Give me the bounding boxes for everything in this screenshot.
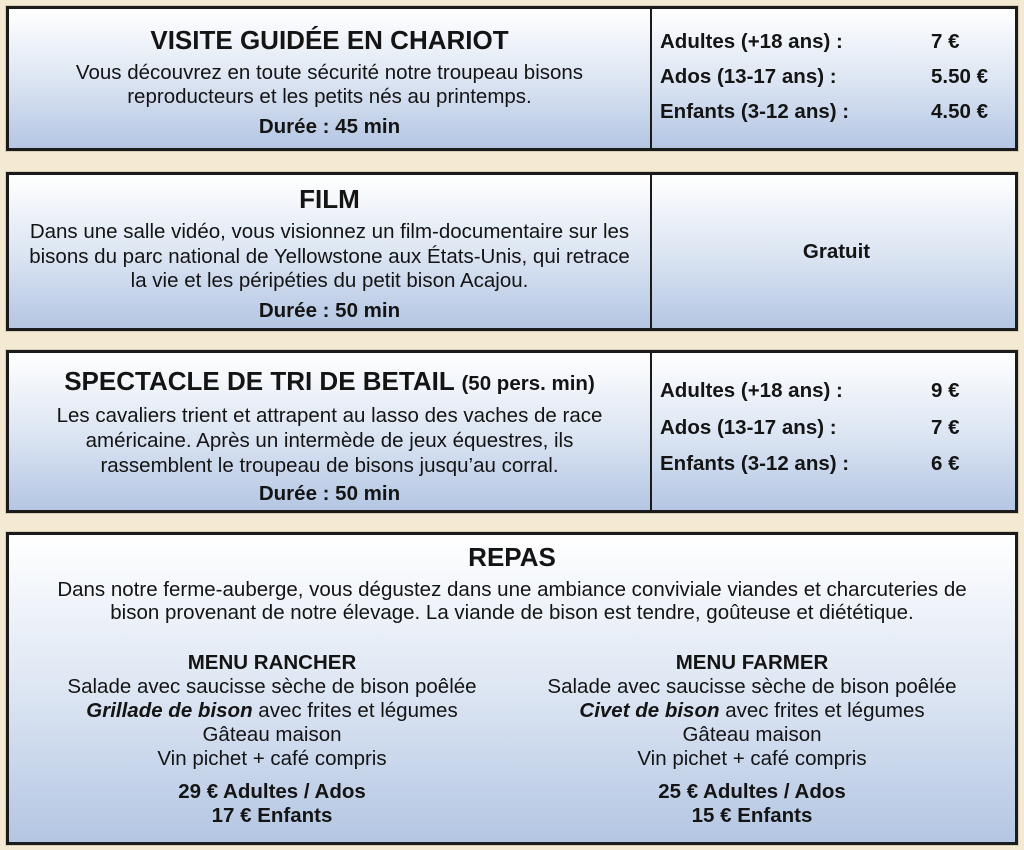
repas-intro-line: Dans notre ferme-auberge, vous dégustez dans une ambiance conviviale viandes et charcuteries de (57, 578, 967, 601)
menus (32, 651, 992, 828)
price-label: Adultes (+18 ans) : (660, 29, 843, 53)
spectacle-prices-cell (652, 353, 1015, 510)
spectacle-section (6, 350, 1018, 513)
visite-section (6, 6, 1018, 151)
menu-main-course (579, 699, 924, 723)
spectacle-description-line: américaine. Après un intermède de jeux équestres, ils (85, 429, 574, 452)
menu-starter: Salade avec saucisse sèche de bison poêlée (67, 675, 477, 698)
menu-price-child: 15 € Enfants (691, 804, 813, 827)
price-value: 5.50 € (931, 64, 988, 88)
visite-description-line: Vous découvrez en toute sécurité notre troupeau bisons (75, 61, 584, 84)
repas-title: REPAS (468, 542, 556, 572)
price-label: Enfants (3-12 ans) : (660, 99, 850, 123)
film-section (6, 172, 1018, 331)
film-description-line: Dans une salle vidéo, vous visionnez un film-documentaire sur les (29, 220, 630, 243)
film-description-cell (9, 175, 652, 328)
visite-description-cell (9, 9, 652, 148)
visite-description-line: reproducteurs et les petits nés au printemps. (127, 85, 532, 108)
menu-farmer (512, 651, 992, 828)
menu-dessert: Gâteau maison (682, 723, 822, 746)
film-duration: Durée : 50 min (258, 298, 401, 322)
price-row-adults (660, 373, 1015, 410)
price-value: 4.50 € (931, 99, 988, 123)
repas-intro (57, 578, 966, 624)
price-value: 7 € (931, 415, 960, 439)
spectacle-title-note: (50 pers. min) (461, 372, 595, 395)
visite-duration: Durée : 45 min (258, 115, 401, 138)
menu-dessert: Gâteau maison (202, 723, 342, 746)
menu-main-rest: avec frites et légumes (258, 699, 458, 722)
menu-rancher (32, 651, 512, 828)
menu-price-adult: 29 € Adultes / Ados (178, 780, 366, 803)
price-row-teens (660, 410, 1015, 447)
menu-drinks: Vin pichet + café compris (637, 747, 867, 770)
film-description-line: la vie et les péripéties du petit bison Acajou. (130, 269, 529, 292)
menu-main-course (86, 699, 457, 723)
price-row-children (660, 446, 1015, 483)
price-row-children (660, 94, 1015, 129)
film-title: FILM (299, 184, 360, 214)
spectacle-description-line: rassemblent le troupeau de bisons jusqu’au corral. (100, 454, 559, 477)
menu-main-highlight: Grillade de bison (86, 699, 253, 722)
price-label: Ados (13-17 ans) : (660, 64, 837, 88)
price-row-teens (660, 59, 1015, 94)
price-row-adults (660, 24, 1015, 59)
menu-price-adult: 25 € Adultes / Ados (658, 780, 846, 803)
price-label: Ados (13-17 ans) : (660, 415, 837, 439)
spectacle-description-cell (9, 353, 652, 510)
repas-intro-line: bison provenant de notre élevage. La viande de bison est tendre, goûteuse et diététique. (110, 601, 914, 624)
menu-name: MENU FARMER (675, 651, 829, 674)
spectacle-duration: Durée : 50 min (258, 482, 401, 505)
visite-prices-cell (652, 9, 1015, 148)
menu-name: MENU RANCHER (187, 651, 357, 674)
price-label: Adultes (+18 ans) : (660, 379, 843, 403)
price-value: 7 € (931, 29, 960, 53)
spectacle-title (64, 366, 595, 399)
menu-starter: Salade avec saucisse sèche de bison poêlée (547, 675, 957, 698)
menu-main-rest: avec frites et légumes (725, 699, 925, 722)
price-value: 9 € (931, 379, 960, 403)
film-description-line: bisons du parc national de Yellowstone aux États-Unis, qui retrace (29, 244, 630, 268)
spectacle-description-line: Les cavaliers trient et attrapent au lasso des vaches de race (56, 404, 603, 427)
menu-drinks: Vin pichet + café compris (157, 747, 387, 770)
film-price-cell (652, 175, 1015, 328)
price-value: 6 € (931, 452, 960, 476)
visite-title: VISITE GUIDÉE EN CHARIOT (150, 25, 509, 55)
price-label: Enfants (3-12 ans) : (660, 452, 850, 476)
menu-main-highlight: Civet de bison (579, 699, 720, 722)
film-price-free: Gratuit (802, 239, 871, 263)
menu-price-child: 17 € Enfants (211, 804, 333, 827)
spectacle-title-text: SPECTACLE DE TRI DE BETAIL (64, 366, 455, 396)
repas-section (6, 532, 1018, 845)
